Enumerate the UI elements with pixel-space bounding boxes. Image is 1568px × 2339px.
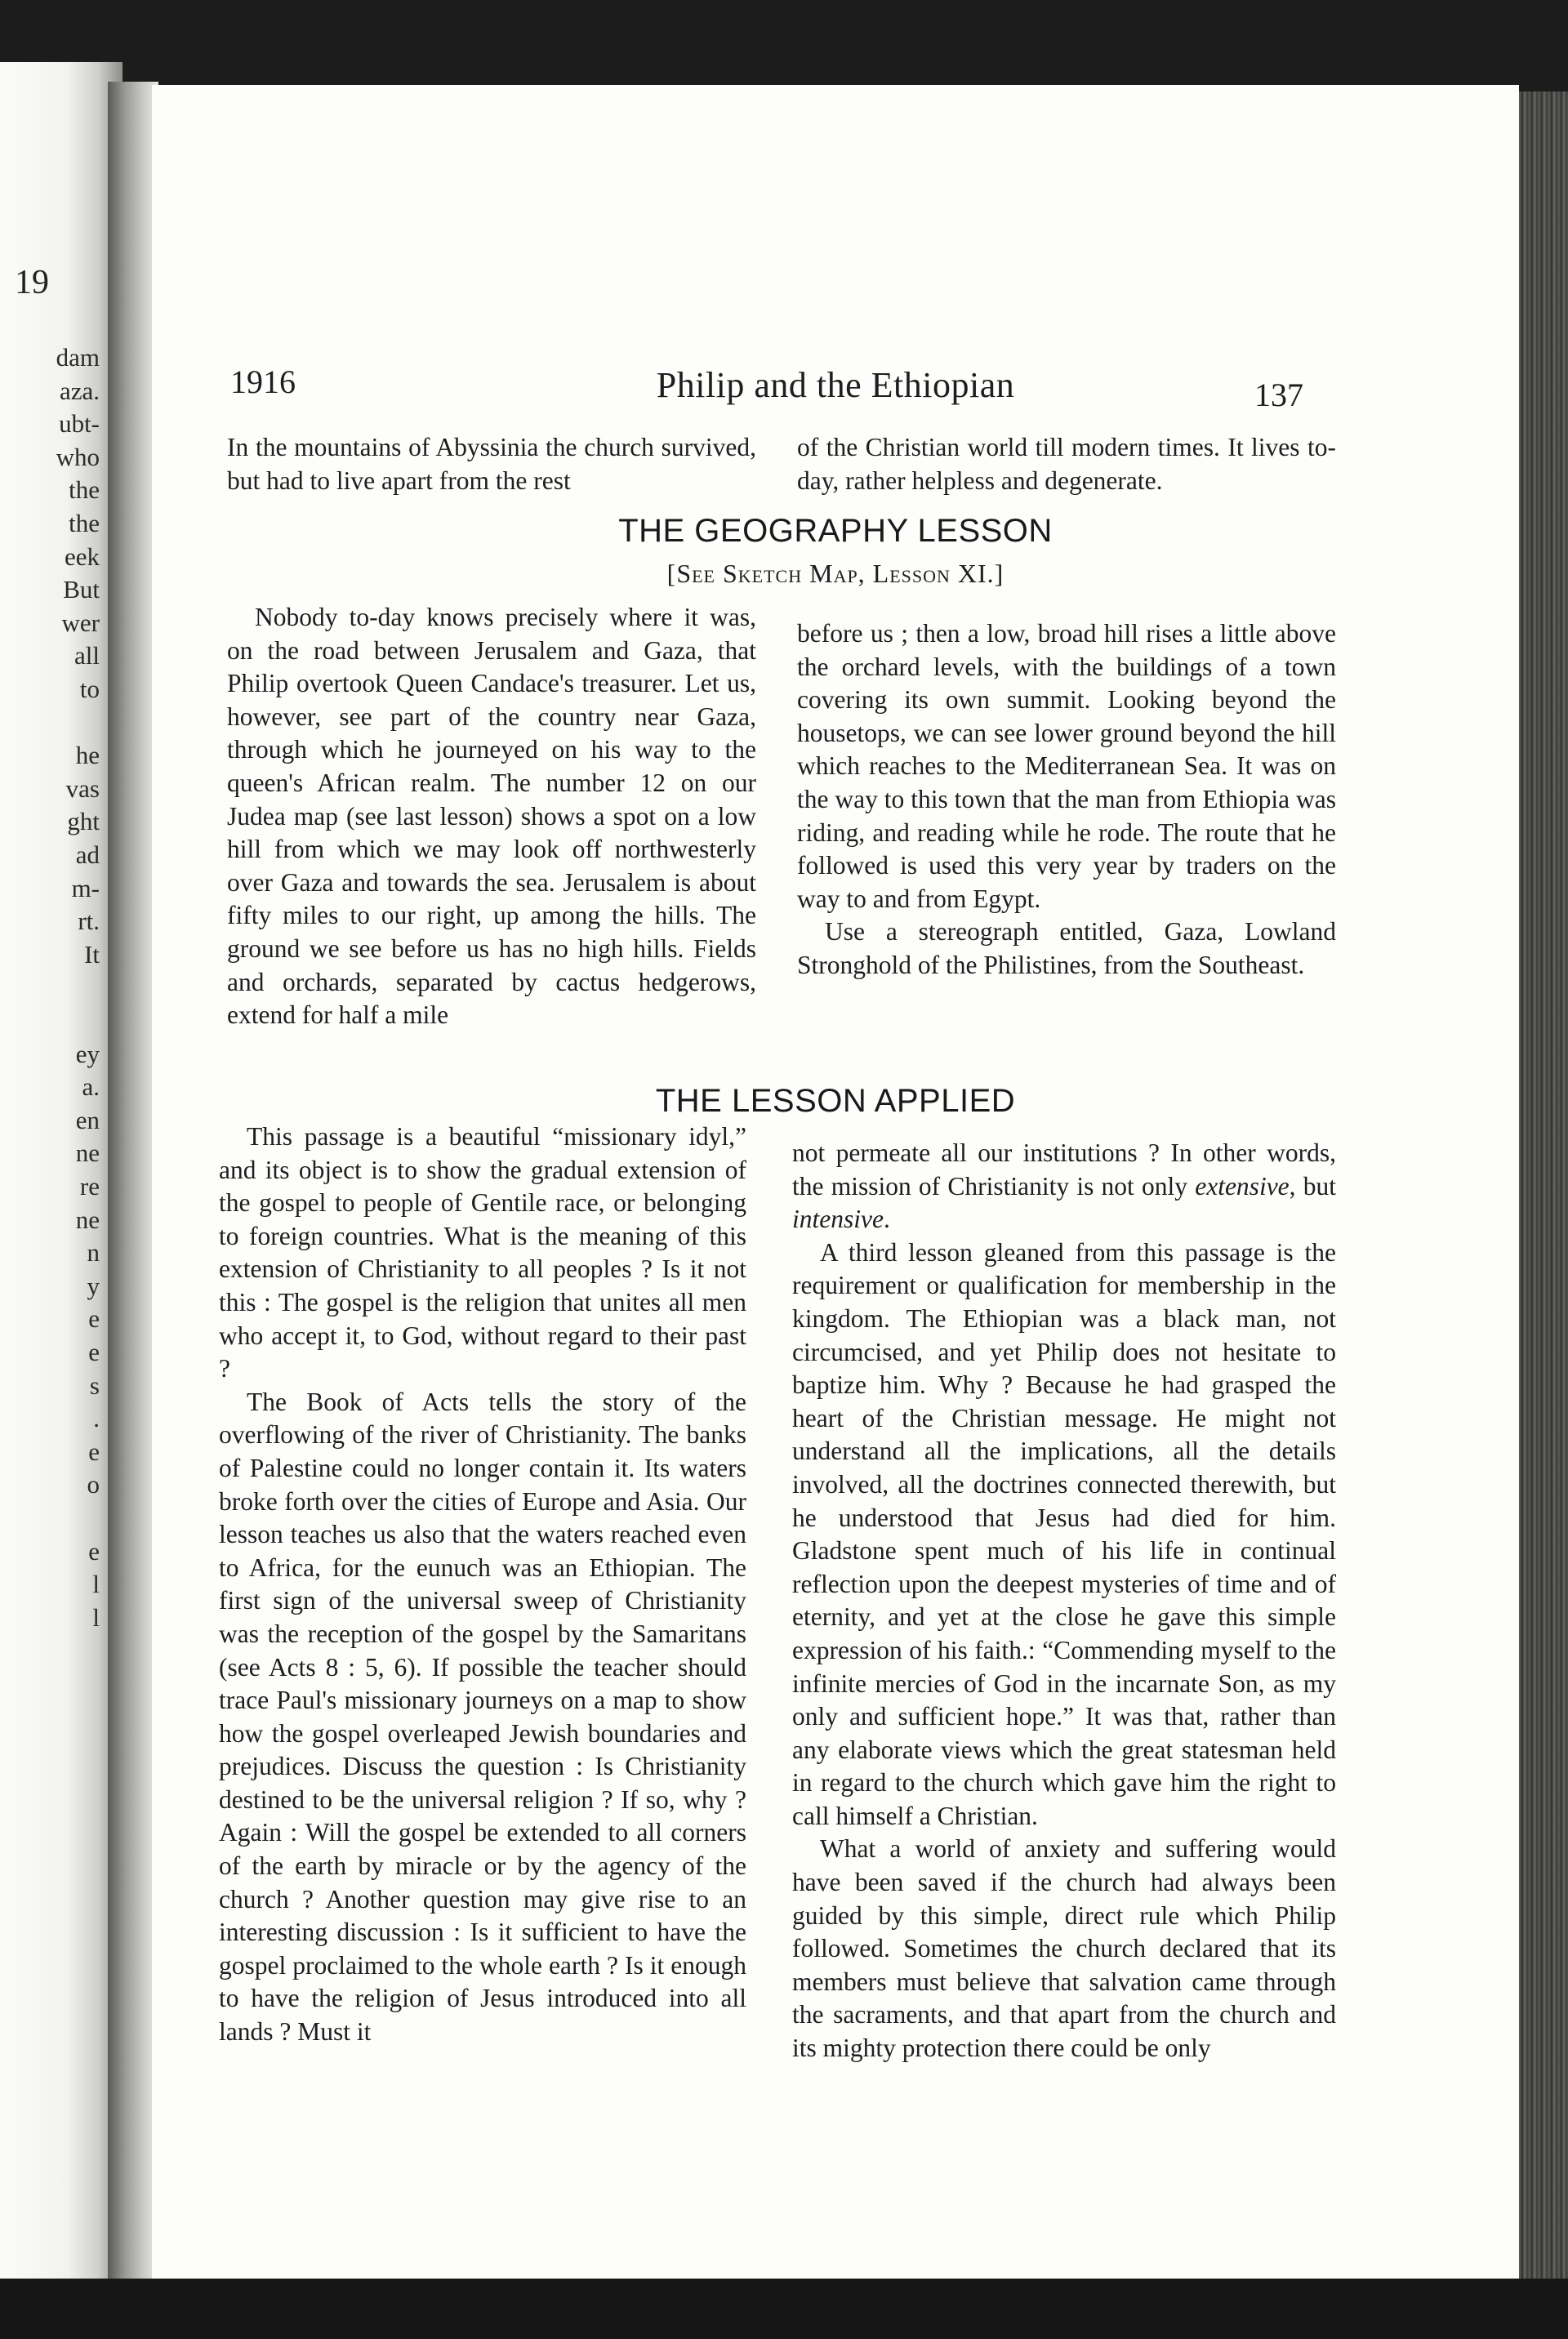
geography-left-paragraph: Nobody to-day knows precisely where it was, on the road between Jerusalem and Gaza, that Philip overtook Queen Candace's treasurer. Let us, however, see part of the country near Gaza, through which he journeyed on his way to the queen's African realm. The number 12 on our Judea map (see last lesson) shows a spot on a low hill from which we may look off northwesterly over Gaza and towards the sea. Jerusalem is about fifty miles to our right, up among the hills. The ground we see before us has no high hills. Fields and orchards, separated by cactus hedgerows, extend for half a mile [227,603,756,1030]
applied-right-p1-end: . [883,1205,890,1234]
facing-page-fragment: But [63,575,100,604]
intro-left-text: In the mountains of Abyssinia the church survived, but had to live apart from the rest [227,433,756,495]
facing-page-fragment: It [84,939,100,969]
facing-page-fragment: who [56,442,100,471]
facing-page-fragment: e [88,1536,100,1566]
facing-page-fragment: the [69,509,100,537]
geography-right-column [797,617,1336,982]
facing-page-fragment: dam [56,343,100,372]
facing-page-fragment: wer [61,608,100,637]
facing-page-fragment: ad [75,840,100,869]
applied-right-p1-mid: , but [1289,1171,1336,1201]
facing-page-fragment: to [79,675,100,703]
running-head-year: 1916 [230,363,296,400]
facing-page-fragment: l [92,1570,100,1599]
book-gutter [108,82,158,2279]
facing-page-fragment: ubt- [59,409,100,439]
applied-right-paragraph-3: What a world of anxiety and suffering would have been saved if the church had always been guided by this simple, direct rule which Philip followed. Sometimes the church declared that its members must believe that salvation came through the sacraments, and that apart from the church and its mighty protection there could be only [792,1834,1336,2063]
bottom-shadow [0,2279,1568,2339]
geography-left-column [227,601,756,1032]
running-head-title: Philip and the Ethiopian [656,365,1015,405]
page-edges [1517,91,1568,2280]
facing-page-fragment: s [89,1370,100,1400]
applied-right-paragraph-1 [792,1137,1336,1236]
page-number: 137 [1254,376,1303,413]
facing-page-fragment: l [92,1602,100,1632]
facing-page-fragment: ght [67,807,100,836]
facing-page-fragment: . [93,1404,100,1433]
geography-heading: THE GEOGRAPHY LESSON [618,513,1053,549]
facing-page-fragment: en [75,1105,100,1134]
geography-right-paragraph-1: before us ; then a low, broad hill rises a little above the orchard levels, with the buildings of a town covering its own summit. Looking beyond the housetops, we can see lower ground beyond the hill which reaches to the Mediterranean Sea. It was on the way to this town that the man from Ethiopia was riding, and reading while he rode. The route that he followed is used this very year by traders on the way to and from Egypt. [797,619,1336,913]
facing-page-fragment: the [69,475,100,505]
facing-page-fragment: o [87,1470,100,1499]
emphasis-intensive: intensive [792,1205,884,1234]
facing-page-fragment: ey [75,1039,100,1068]
applied-right-paragraph-2: A third lesson gleaned from this passage is the requirement or qualification for membership in the kingdom. The Ethiopian was a black man, not circumcised, and yet Philip does not hesitate to baptize him. Why ? Because he had grasped the heart of the Christian message. He might not understand all the implications, all the details involved, all the doctrines connected therewith, but he understood that Jesus had died for him. Gladstone spent much of his life in continual reflection upon the deepest mysteries of time and of eternity, and yet at the close he gave this simple expression of his faith.: “Commending myself to the infinite mercies of God in the incarnate Son, as my only and sufficient hope.” It was that, rather than any elaborate views which the great statesman held in regard to the church which gave him the right to call himself a Christian. [792,1237,1336,1830]
facing-page [0,62,122,2292]
intro-right-text: of the Christian world till modern times. It lives to-day, rather helpless and degenerate. [797,433,1336,495]
facing-page-fragment: e [88,1338,100,1366]
facing-page-fragment: eek [64,541,100,571]
intro-left [227,431,756,497]
facing-page-fragment: m- [71,873,100,902]
applied-heading: THE LESSON APPLIED [655,1083,1016,1119]
facing-page-fragment: vas [65,773,100,803]
emphasis-extensive: extensive [1195,1171,1290,1201]
facing-page-fragment: e [88,1437,100,1466]
facing-page-fragment: he [75,741,100,770]
facing-page-fragment: n [87,1238,100,1268]
page [152,85,1519,2279]
applied-left-column [219,1120,746,2049]
facing-page-fragment: aza. [59,376,100,405]
facing-page-fragment: ne [75,1205,100,1234]
applied-left-paragraph-1: This passage is a beautiful “missionary idyl,” and its object is to show the gradual extension of the gospel to people of Gentile race, or belonging to foreign countries. What is the meaning of this extension of Christianity to all peoples ? Is it not this : The gospel is the religion that unites all men who accept it, to God, without regard to their past ? [219,1122,746,1383]
facing-page-fragment: e [88,1304,100,1334]
applied-left-paragraph-2: The Book of Acts tells the story of the overflowing of the river of Christianity. The banks of Palestine could no longer contain it. Its waters broke forth over the cities of Europe and Asia. Our lesson teaches us also that the waters reached even to Africa, for the eunuch was an Ethiopian. The first sign of the universal sweep of Christianity was the reception of the gospel by the Samaritans (see Acts 8 : 5, 6). If possible the teacher should trace Paul's missionary journeys on a map to show how the gospel overleaped Jewish boundaries and prejudices. Discuss the question : Is Christianity destined to be the universal religion ? If so, why ? Again : Will the gospel be extended to all corners of the earth by miracle or by the agency of the church ? Another question may give rise to an interesting discussion : Is it sufficient to have the gospel proclaimed to the whole earth ? Is it enough to have the religion of Jesus introduced into all lands ? Must it [219,1387,746,2047]
facing-page-fragment: ne [75,1138,100,1168]
facing-page-fragment: rt. [78,907,100,936]
facing-page-fragment: a. [82,1072,100,1102]
geography-subheading: [See Sketch Map, Lesson XI.] [666,559,1004,588]
facing-page-fragment: re [79,1172,100,1201]
applied-right-p1-text: not permeate all our institutions ? In other words, the mission of Christianity is not only [792,1138,1336,1201]
running-head [152,358,1519,415]
intro-right [797,431,1336,497]
facing-page-fragment: all [74,641,100,671]
geography-right-paragraph-2: Use a stereograph entitled, Gaza, Lowland Stronghold of the Philistines, from the Southeast. [797,917,1336,979]
facing-page-number: 19 [15,264,49,301]
facing-page-fragment: y [87,1271,100,1300]
applied-right-column [792,1137,1336,2065]
